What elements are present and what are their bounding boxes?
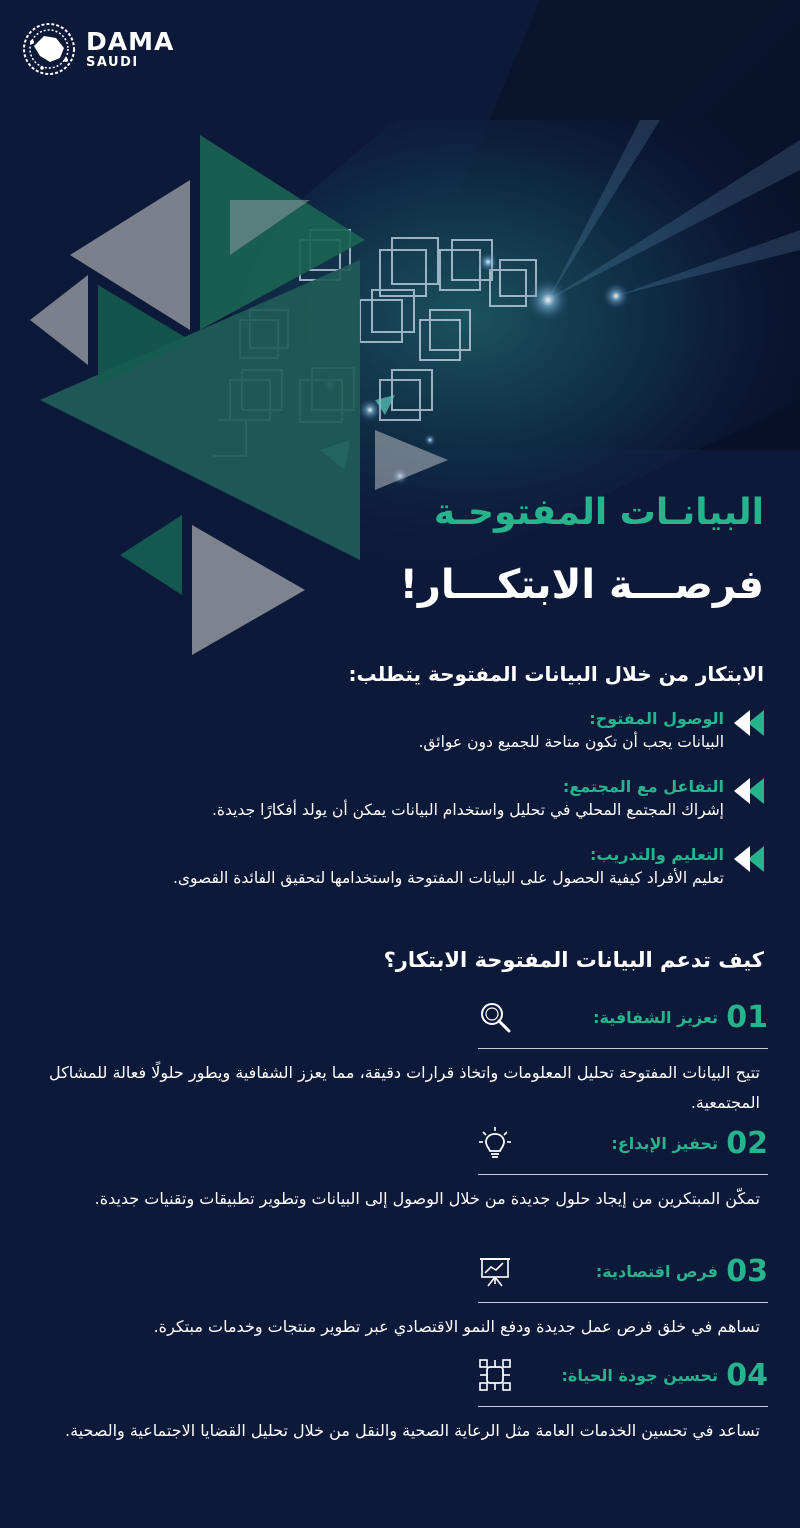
requirement-title: التعليم والتدريب: xyxy=(590,845,724,864)
hero-artwork xyxy=(0,0,800,660)
benefit-number: 01 xyxy=(726,1000,768,1035)
benefit-divider xyxy=(478,1048,768,1049)
benefit-desc: تمكّن المبتكرين من إيجاد حلول جديدة من خلال الوصول إلى البيانات وتطوير تطبيقات وتقنيات جديدة. xyxy=(94,1189,760,1208)
benefit-title: فرص اقتصادية: xyxy=(595,1262,718,1281)
requirements-heading: الابتكار من خلال البيانات المفتوحة يتطلب: xyxy=(348,662,764,686)
benefit-desc: تساهم في خلق فرص عمل جديدة ودفع النمو الاقتصادي عبر تطوير منتجات وخدمات مبتكرة. xyxy=(153,1317,760,1336)
requirement-item xyxy=(24,776,764,822)
benefit-title: تحسين جودة الحياة: xyxy=(561,1366,718,1385)
requirement-desc: البيانات يجب أن تكون متاحة للجميع دون عوائق. xyxy=(418,733,724,751)
dama-saudi-logo xyxy=(22,22,174,76)
benefit-header xyxy=(478,1356,768,1400)
presentation-chart-icon xyxy=(478,1254,512,1288)
benefit-divider xyxy=(478,1406,768,1407)
benefit-title: تعزيز الشفافية: xyxy=(593,1008,718,1027)
requirement-title: الوصول المفتوح: xyxy=(589,709,724,728)
benefit-header xyxy=(478,998,768,1042)
benefit-header xyxy=(478,1124,768,1168)
requirement-item xyxy=(24,708,764,754)
double-chevron-icon xyxy=(734,708,764,738)
hero-title-line1: البيانـات المفتوحـة xyxy=(433,492,764,533)
requirement-item xyxy=(24,844,764,890)
benefits-heading: كيف تدعم البيانات المفتوحة الابتكار؟ xyxy=(383,948,764,972)
logo-wordmark: DAMA xyxy=(86,27,175,56)
requirement-title: التفاعل مع المجتمع: xyxy=(562,777,724,796)
globe-logo-icon xyxy=(22,22,76,76)
lightbulb-icon xyxy=(478,1126,512,1160)
benefit-desc: تساعد في تحسين الخدمات العامة مثل الرعاية الصحية والنقل من خلال تحليل القضايا الاجتماعية والصحية. xyxy=(65,1421,760,1440)
network-circuit-icon xyxy=(478,1358,512,1392)
benefit-number: 04 xyxy=(726,1358,768,1393)
benefit-divider xyxy=(478,1174,768,1175)
logo-subtitle: SAUDI xyxy=(86,55,139,70)
benefit-number: 03 xyxy=(726,1254,768,1289)
double-chevron-icon xyxy=(734,776,764,806)
requirement-desc: تعليم الأفراد كيفية الحصول على البيانات المفتوحة واستخدامها لتحقيق الفائدة القصوى. xyxy=(172,869,724,887)
benefit-desc: تتيح البيانات المفتوحة تحليل المعلومات واتخاذ قرارات دقيقة، مما يعزز الشفافية ويطور حلولًا فعالة للمشاكل المجتمعية. xyxy=(49,1063,760,1112)
benefit-number: 02 xyxy=(726,1126,768,1161)
double-chevron-icon xyxy=(734,844,764,874)
magnifier-icon xyxy=(478,1000,512,1034)
benefit-header xyxy=(478,1252,768,1296)
requirement-desc: إشراك المجتمع المحلي في تحليل واستخدام البيانات يمكن أن يولد أفكارًا جديدة. xyxy=(212,801,724,819)
benefit-divider xyxy=(478,1302,768,1303)
benefit-title: تحفيز الإبداع: xyxy=(611,1134,718,1153)
hero-title-line2: فرصـــة الابتكـــار! xyxy=(399,562,764,608)
